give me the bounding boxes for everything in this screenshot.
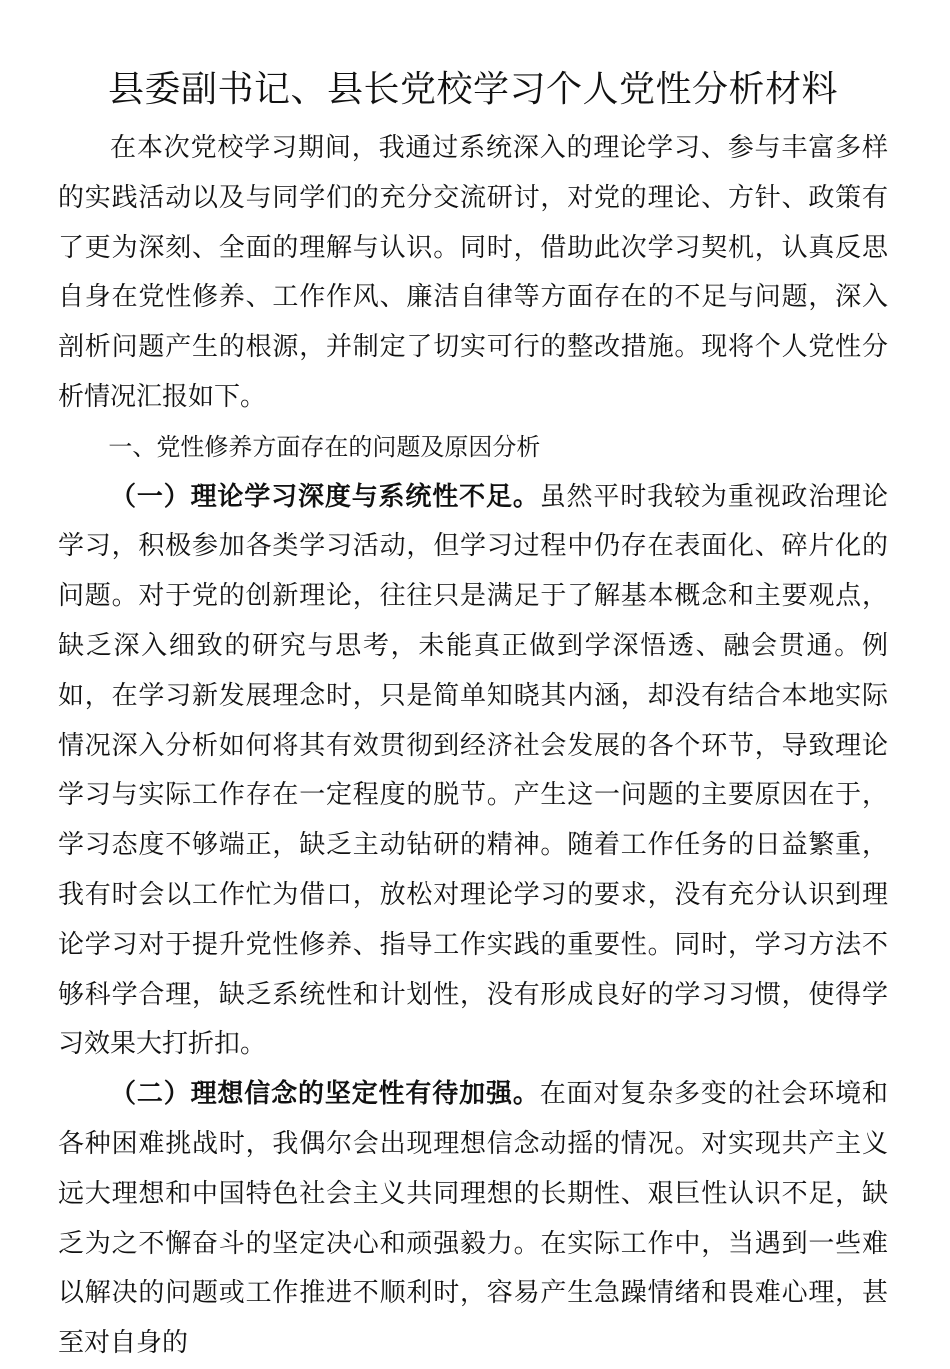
item-paragraph-1 (58, 473, 888, 1071)
item-paragraph-2 (58, 1070, 888, 1369)
document-page (58, 62, 888, 1369)
document-title: 县委副书记、县长党校学习个人党性分析材料 (107, 69, 838, 110)
intro-paragraph: 在本次党校学习期间，我通过系统深入的理论学习、参与丰富多样的实践活动以及与同学们的充分交流研讨，对党的理论、方针、政策有了更为深刻、全面的理解与认识。同时，借助此次学习契机，认真反思自身在党性修养、工作作风、廉洁自律等方面存在的不足与问题，深入剖析问题产生的根源，并制定了切实可行的整改措施。现将个人党性分析情况汇报如下。 (58, 133, 888, 412)
item-body-2: 在面对复杂多变的社会环境和各种困难挑战时，我偶尔会出现理想信念动摇的情况。对实现共产主义远大理想和中国特色社会主义共同理想的长期性、艰巨性认识不足，缺乏为之不懈奋斗的坚定决心和顽强毅力。在实际工作中，当遇到一些难以解决的问题或工作推进不顺利时，容易产生急躁情绪和畏难心理，甚至对自身的 (58, 1079, 888, 1359)
item-lead-1: （一）理论学习深度与系统性不足。 (110, 481, 540, 512)
item-body-1: 虽然平时我较为重视政治理论学习，积极参加各类学习活动，但学习过程中仍存在表面化、碎片化的问题。对于党的创新理论，往往只是满足于了解基本概念和主要观点，缺乏深入细致的研究与思考，未能真正做到学深悟透、融会贯通。例如，在学习新发展理念时，只是简单知晓其内涵，却没有结合本地实际情况深入分析如何将其有效贯彻到经济社会发展的各个环节，导致理论学习与实际工作存在一定程度的脱节。产生这一问题的主要原因在于，学习态度不够端正，缺乏主动钻研的精神。随着工作任务的日益繁重，我有时会以工作忙为借口，放松对理论学习的要求，没有充分认识到理论学习对于提升党性修养、指导工作实践的重要性。同时，学习方法不够科学合理，缺乏系统性和计划性，没有形成良好的学习习惯，使得学习效果大打折扣。 (58, 481, 888, 1060)
item-lead-2: （二）理想信念的坚定性有待加强。 (110, 1079, 540, 1110)
section-heading: 一、党性修养方面存在的问题及原因分析 (108, 432, 541, 461)
